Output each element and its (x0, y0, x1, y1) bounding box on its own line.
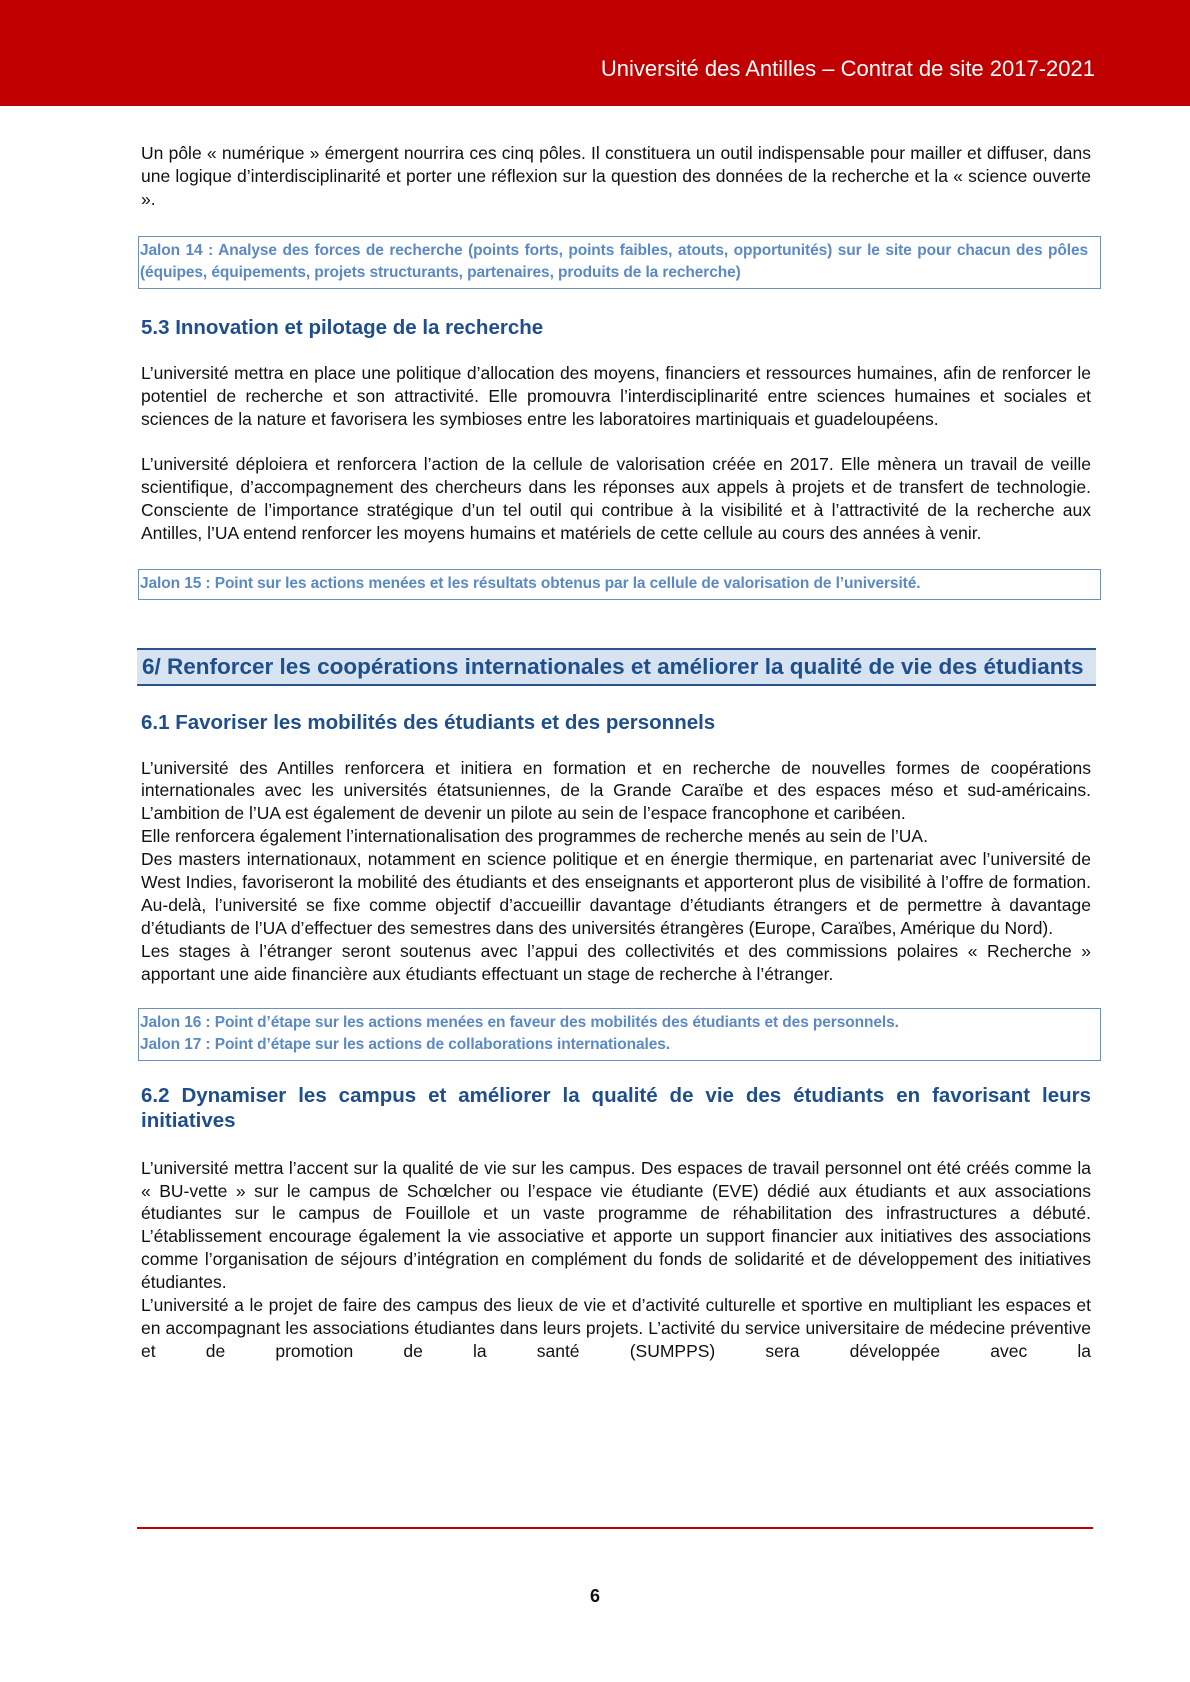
paragraph-6-1-2: Elle renforcera également l’internationalisation des programmes de recherche menés au sein de l’UA. (141, 826, 928, 847)
section-6-banner (137, 648, 1096, 686)
jalon-14: Jalon 14 : Analyse des forces de recherche (points forts, points faibles, atouts, opportunités) sur le site pour chacun des pôles (équipes, équipements, projets structurants, partenaires, produits de la recherche) (140, 241, 1088, 282)
jalon-15: Jalon 15 : Point sur les actions menées et les résultats obtenus par la cellule de valorisation de l’université. (140, 575, 921, 593)
paragraph-6-1-3: Des masters internationaux, notamment en science politique et en énergie thermique, en partenariat avec l’université de West Indies, favoriseront la mobilité des étudiants et des enseignants et apporteront plus de visibilité à l’offre de formation. Au-delà, l’université se fixe comme objectif d’accueillir davantage d’étudiants étrangers et de permettre à davantage d’étudiants de l’UA d’effectuer des semestres dans des universités étrangères (Europe, Caraïbes, Amérique du Nord). (141, 849, 1091, 938)
heading-6-2: 6.2 Dynamiser les campus et améliorer la qualité de vie des étudiants en favorisant leurs initiatives (141, 1083, 1091, 1132)
document-header-title: Université des Antilles – Contrat de site 2017-2021 (600, 56, 1095, 81)
footer-rule (137, 1527, 1093, 1529)
header-band (0, 0, 1190, 106)
paragraph-6-1-4: Les stages à l’étranger seront soutenus avec l’appui des collectivités et des commissions polaires « Recherche » apportant une aide financière aux étudiants effectuant un stage de recherche à l’étranger. (141, 940, 1091, 984)
paragraph-5-3-1: L’université mettra en place une politique d’allocation des moyens, financiers et ressources humaines, afin de renforcer le potentiel de recherche et son attractivité. Elle promouvra l’interdisciplinarité entre sciences humaines et sociales et sciences de la nature et favorisera les symbioses entre les laboratoires martiniquais et guadeloupéens. (141, 362, 1091, 429)
jalon-box-14 (138, 236, 1101, 289)
heading-6: 6/ Renforcer les coopérations internationales et améliorer la qualité de vie des étudiants (142, 653, 1084, 679)
jalon-16: Jalon 16 : Point d’étape sur les actions menées en faveur des mobilités des étudiants et des personnels. (140, 1013, 899, 1031)
paragraph-5-3-2: L’université déploiera et renforcera l’action de la cellule de valorisation créée en 2017. Elle mènera un travail de veille scientifique, d’accompagnement des chercheurs dans les réponses aux appels à projets et de transfert de technologie. Consciente de l’importance stratégique d’un tel outil qui contribue à la visibilité et à l’attractivité de la recherche aux Antilles, l’UA entend renforcer les moyens humains et matériels de cette cellule au cours des années à venir. (141, 454, 1091, 544)
page-number: 6 (589, 1586, 600, 1606)
paragraph-6-1-1: L’université des Antilles renforcera et initiera en formation et en recherche de nouvelles formes de coopérations internationales avec les universités étatsuniennes, de la Grande Caraïbe et des espaces méso et sud-américains. L’ambition de l’UA est également de devenir un pilote au sein de l’espace francophone et caribéen. (141, 757, 1091, 824)
jalon-17: Jalon 17 : Point d’étape sur les actions de collaborations internationales. (140, 1036, 670, 1054)
intro-paragraph: Un pôle « numérique » émergent nourrira ces cinq pôles. Il constituera un outil indispensable pour mailler et diffuser, dans une logique d’interdisciplinarité et porter une réflexion sur la question des données de la recherche et la « science ouverte ». (141, 143, 1091, 209)
paragraph-6-2-1: L’université mettra l’accent sur la qualité de vie sur les campus. Des espaces de travail personnel ont été créés comme la « BU-vette » sur le campus de Schœlcher ou l’espace vie étudiante (EVE) dédié aux étudiants et aux associations étudiantes sur le campus de Fouillole et un vaste programme de réhabilitation des infrastructures a débuté. L’établissement encourage également la vie associative et apporte un support financier aux initiatives des associations comme l’organisation de séjours d’intégration en complément du fonds de solidarité et de développement des initiatives étudiantes. (141, 1157, 1091, 1293)
heading-6-1: 6.1 Favoriser les mobilités des étudiants et des personnels (141, 710, 716, 734)
paragraph-6-2-2: L’université a le projet de faire des campus des lieux de vie et d’activité culturelle et sportive en multipliant les espaces et en accompagnant les associations étudiantes dans leurs projets. L’activité du service universitaire de médecine préventive et de promotion de la santé (SUMPPS) sera développée avec la (141, 1295, 1091, 1361)
jalon-box-16-17 (138, 1008, 1101, 1061)
heading-5-3: 5.3 Innovation et pilotage de la recherche (141, 315, 544, 339)
page-content (141, 142, 1091, 1363)
jalon-box-15 (138, 569, 1101, 600)
